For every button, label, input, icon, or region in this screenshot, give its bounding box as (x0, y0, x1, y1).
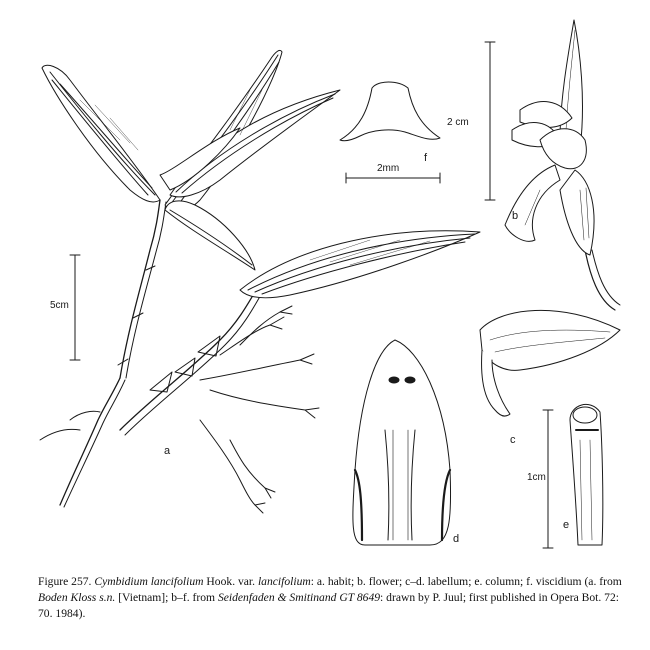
habit-scale-label: 5cm (50, 300, 69, 311)
caption-between: [Vietnam]; b–f. from (115, 591, 218, 604)
viscidium-scale-bar (346, 173, 440, 183)
caption-collector-2: Seidenfaden & Smitinand GT 8649 (217, 591, 381, 604)
panel-label-f: f (424, 152, 428, 164)
caption-author: Hook. var. (203, 575, 258, 588)
caption-species-name: Cymbidium lancifolium (94, 575, 204, 588)
caption-lead: Figure 257. (38, 575, 95, 588)
flower-illustration (505, 20, 620, 310)
figure-caption (38, 574, 632, 622)
caption-variety-name: lancifolium (257, 575, 311, 588)
column-scale-label: 1cm (527, 472, 546, 483)
panel-label-e: e (563, 519, 570, 531)
column-illustration (570, 404, 603, 545)
viscidium-illustration (340, 82, 440, 141)
viscidium-scale-label: 2mm (377, 163, 400, 174)
labellum-side-illustration (480, 310, 620, 416)
flower-scale-label: 2 cm (447, 117, 469, 128)
panel-label-c: c (510, 434, 516, 446)
flower-scale-bar (485, 42, 495, 200)
labellum-spread-illustration (353, 340, 451, 545)
caption-tail: : drawn by P. Juul; first published in Opera Bot. 72: 70. 1984). (38, 591, 619, 620)
caption-parts: : a. habit; b. flower; c–d. labellum; e. column; f. viscidium (a. from (310, 575, 622, 588)
habit-scale-bar (70, 255, 80, 360)
panel-label-d: d (453, 533, 460, 545)
panel-label-b: b (512, 210, 519, 222)
panel-label-a: a (164, 445, 171, 457)
caption-collector-1: Boden Kloss s.n. (38, 591, 116, 604)
